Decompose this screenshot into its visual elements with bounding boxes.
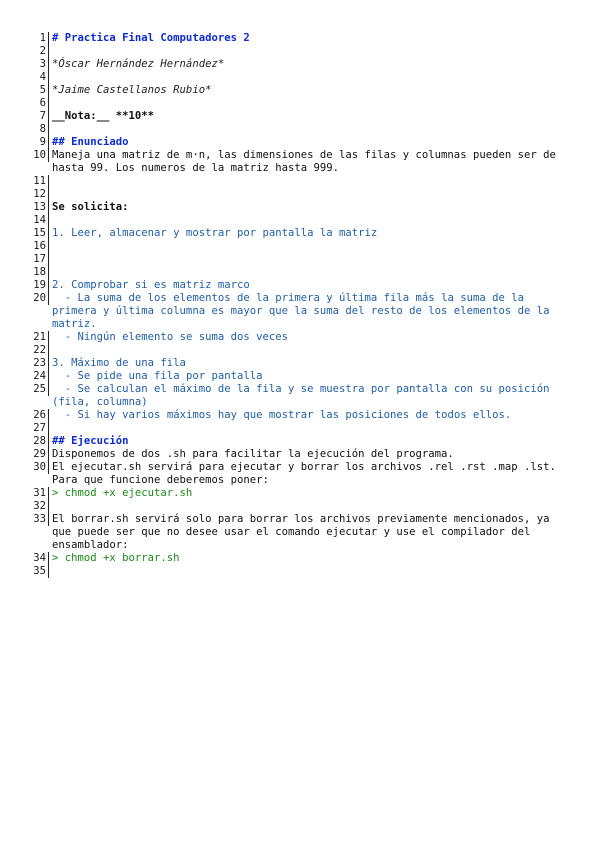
line-text bbox=[49, 123, 570, 136]
source-line bbox=[30, 344, 570, 357]
source-line bbox=[30, 461, 570, 487]
source-line bbox=[30, 331, 570, 344]
line-text: - Se calculan el máximo de la fila y se muestra por pantalla con su posición (fila, columna) bbox=[52, 383, 556, 408]
markdown-source-page bbox=[30, 32, 570, 578]
line-number: 7 bbox=[30, 110, 49, 123]
source-line bbox=[30, 136, 570, 149]
source-line bbox=[30, 370, 570, 383]
line-number: 35 bbox=[30, 565, 49, 578]
line-number: 22 bbox=[30, 344, 49, 357]
source-line bbox=[30, 84, 570, 97]
line-text bbox=[49, 253, 570, 266]
source-line bbox=[30, 487, 570, 500]
line-number: 33 bbox=[30, 513, 49, 526]
line-number: 3 bbox=[30, 58, 49, 71]
line-number: 21 bbox=[30, 331, 49, 344]
line-text: - La suma de los elementos de la primera y última fila más la suma de la primera y última columna es mayor que la suma del resto de los elementos de la matriz. bbox=[52, 292, 556, 330]
line-text: *Jaime Castellanos Rubio* bbox=[52, 84, 212, 96]
line-text: ## Ejecución bbox=[52, 435, 129, 447]
line-text bbox=[49, 500, 570, 513]
line-number: 24 bbox=[30, 370, 49, 383]
line-text bbox=[49, 422, 570, 435]
line-text: Maneja una matriz de m·n, las dimensiones de las filas y columnas pueden ser de hasta 99. Los numeros de la matriz hasta 999. bbox=[52, 149, 563, 174]
line-text: 3. Máximo de una fila bbox=[52, 357, 186, 369]
source-line bbox=[30, 435, 570, 448]
line-number: 23 bbox=[30, 357, 49, 370]
line-text bbox=[49, 344, 570, 357]
line-number: 30 bbox=[30, 461, 49, 474]
line-number: 4 bbox=[30, 71, 49, 84]
source-line bbox=[30, 266, 570, 279]
line-number: 20 bbox=[30, 292, 49, 305]
line-number: 11 bbox=[30, 175, 49, 188]
line-text: - Se pide una fila por pantalla bbox=[52, 370, 263, 382]
line-number: 18 bbox=[30, 266, 49, 279]
source-line bbox=[30, 292, 570, 331]
line-text: __Nota:__ **10** bbox=[52, 110, 155, 122]
source-lines bbox=[30, 32, 570, 578]
source-line bbox=[30, 71, 570, 84]
line-number: 19 bbox=[30, 279, 49, 292]
source-line bbox=[30, 279, 570, 292]
line-number: 17 bbox=[30, 253, 49, 266]
source-line bbox=[30, 240, 570, 253]
line-text: Se solicita: bbox=[52, 201, 129, 213]
source-line bbox=[30, 110, 570, 123]
source-line bbox=[30, 32, 570, 45]
source-line bbox=[30, 513, 570, 552]
line-number: 32 bbox=[30, 500, 49, 513]
source-line bbox=[30, 409, 570, 422]
line-text: 1. Leer, almacenar y mostrar por pantalla la matriz bbox=[52, 227, 378, 239]
line-number: 5 bbox=[30, 84, 49, 97]
source-line bbox=[30, 201, 570, 214]
line-number: 25 bbox=[30, 383, 49, 396]
source-line bbox=[30, 565, 570, 578]
line-number: 26 bbox=[30, 409, 49, 422]
line-text: - Si hay varios máximos hay que mostrar las posiciones de todos ellos. bbox=[52, 409, 512, 421]
line-number: 31 bbox=[30, 487, 49, 500]
source-line bbox=[30, 188, 570, 201]
source-line bbox=[30, 552, 570, 565]
line-number: 8 bbox=[30, 123, 49, 136]
line-text: > chmod +x ejecutar.sh bbox=[52, 487, 193, 499]
line-number: 10 bbox=[30, 149, 49, 162]
line-text bbox=[49, 240, 570, 253]
line-number: 34 bbox=[30, 552, 49, 565]
line-number: 27 bbox=[30, 422, 49, 435]
line-number: 29 bbox=[30, 448, 49, 461]
line-text bbox=[49, 71, 570, 84]
source-line bbox=[30, 357, 570, 370]
source-line bbox=[30, 149, 570, 175]
line-text bbox=[49, 188, 570, 201]
source-line bbox=[30, 45, 570, 58]
line-text: Disponemos de dos .sh para facilitar la ejecución del programa. bbox=[52, 448, 454, 460]
line-text: *Óscar Hernández Hernández* bbox=[52, 58, 225, 70]
line-number: 9 bbox=[30, 136, 49, 149]
line-number: 12 bbox=[30, 188, 49, 201]
source-line bbox=[30, 214, 570, 227]
source-line bbox=[30, 253, 570, 266]
line-number: 14 bbox=[30, 214, 49, 227]
source-line bbox=[30, 422, 570, 435]
line-text: El ejecutar.sh servirá para ejecutar y borrar los archivos .rel .rst .map .lst. Para que funcione deberemos poner: bbox=[52, 461, 563, 486]
line-text: ## Enunciado bbox=[52, 136, 129, 148]
line-number: 6 bbox=[30, 97, 49, 110]
line-text bbox=[49, 97, 570, 110]
line-number: 15 bbox=[30, 227, 49, 240]
line-number: 2 bbox=[30, 45, 49, 58]
line-text: 2. Comprobar si es matriz marco bbox=[52, 279, 250, 291]
source-line bbox=[30, 500, 570, 513]
line-number: 1 bbox=[30, 32, 49, 45]
line-number: 16 bbox=[30, 240, 49, 253]
line-text: El borrar.sh servirá solo para borrar los archivos previamente mencionados, ya que puede ser que no desee usar el comando ejecutar y use el compilador del ensamblador: bbox=[52, 513, 556, 551]
source-line bbox=[30, 58, 570, 71]
line-text: - Ningún elemento se suma dos veces bbox=[52, 331, 288, 343]
line-text bbox=[49, 45, 570, 58]
line-number: 13 bbox=[30, 201, 49, 214]
source-line bbox=[30, 448, 570, 461]
line-text bbox=[49, 175, 570, 188]
line-text bbox=[49, 266, 570, 279]
line-number: 28 bbox=[30, 435, 49, 448]
source-line bbox=[30, 97, 570, 110]
source-line bbox=[30, 175, 570, 188]
line-text: > chmod +x borrar.sh bbox=[52, 552, 180, 564]
source-line bbox=[30, 123, 570, 136]
source-line bbox=[30, 383, 570, 409]
line-text bbox=[49, 565, 570, 578]
line-text: # Practica Final Computadores 2 bbox=[52, 32, 250, 44]
line-text bbox=[49, 214, 570, 227]
source-line bbox=[30, 227, 570, 240]
